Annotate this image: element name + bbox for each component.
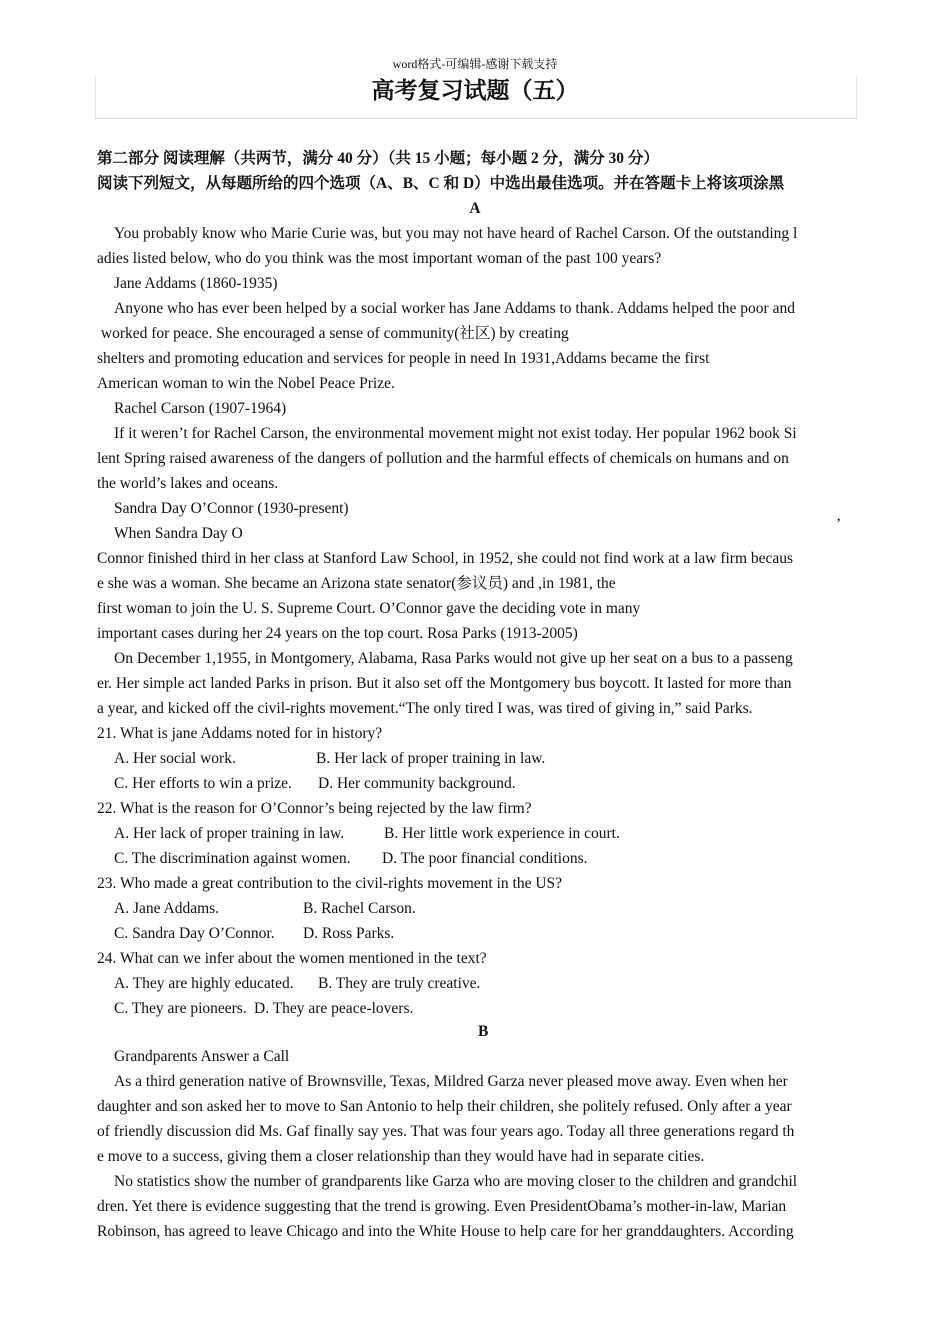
question-21-option-d: D. Her community background.: [318, 775, 516, 792]
passage-a-line: e she was a woman. She became an Arizona state senator(参议员) and ,in 1981, the: [97, 575, 616, 592]
passage-a-line: If it weren’t for Rachel Carson, the environmental movement might not exist today. Her popular 1962 book Si: [114, 425, 797, 442]
passage-a-line: a year, and kicked off the civil-rights movement.“The only tired I was, was tired of giving in,” said Parks.: [97, 700, 753, 717]
passage-b-title: Grandparents Answer a Call: [114, 1048, 290, 1065]
question-23-stem: 23. Who made a great contribution to the civil-rights movement in the US?: [97, 875, 563, 892]
instruction-line: 阅读下列短文，从每题所给的四个选项（A、B、C 和 D）中选出最佳选项。并在答题卡上将该项涂黑: [97, 175, 785, 192]
passage-a-line: Connor finished third in her class at Stanford Law School, in 1952, she could not find work at a law firm becaus: [97, 550, 794, 567]
stray-apostrophe: ’: [836, 516, 842, 533]
question-24-stem: 24. What can we infer about the women mentioned in the text?: [97, 950, 487, 967]
passage-b-line: of friendly discussion did Ms. Gaf finally say yes. That was four years ago. Today all three generations regard th: [97, 1123, 795, 1140]
passage-b-label: B: [478, 1023, 489, 1040]
question-22-option-a: A. Her lack of proper training in law.: [114, 825, 345, 842]
passage-b-line: As a third generation native of Brownsville, Texas, Mildred Garza never pleased move away. Even when her: [114, 1073, 788, 1090]
passage-a-line: worked for peace. She encouraged a sense of community(社区) by creating: [97, 325, 569, 342]
question-21-stem: 21. What is jane Addams noted for in history?: [97, 725, 383, 742]
question-21-option-c: C. Her efforts to win a prize.: [114, 775, 292, 792]
page-header-watermark: word格式-可编辑-感谢下载支持: [392, 57, 558, 71]
question-21-option-b: B. Her lack of proper training in law.: [316, 750, 546, 767]
passage-a-line: first woman to join the U. S. Supreme Court. O’Connor gave the deciding vote in many: [97, 600, 641, 617]
question-23-option-a: A. Jane Addams.: [114, 900, 220, 917]
question-22-option-d: D. The poor financial conditions.: [382, 850, 588, 867]
question-22-option-c: C. The discrimination against women.: [114, 850, 351, 867]
question-22-stem: 22. What is the reason for O’Connor’s being rejected by the law firm?: [97, 800, 532, 817]
passage-a-line: er. Her simple act landed Parks in prison. But it also set off the Montgomery bus boycott. It lasted for more than: [97, 675, 792, 692]
passage-b-line: dren. Yet there is evidence suggesting that the trend is growing. Even PresidentObama’s mother-in-law, Marian: [97, 1198, 787, 1215]
passage-a-label: A: [469, 200, 481, 217]
passage-a-line: lent Spring raised awareness of the dangers of pollution and the harmful effects of chemicals on humans and on: [97, 450, 789, 467]
passage-a-line: the world’s lakes and oceans.: [97, 475, 279, 492]
passage-a-line: Anyone who has ever been helped by a social worker has Jane Addams to thank. Addams helped the poor and: [114, 300, 795, 317]
question-24-option-a: A. They are highly educated.: [114, 975, 294, 992]
passage-a-line: You probably know who Marie Curie was, but you may not have heard of Rachel Carson. Of the outstanding l: [114, 225, 798, 242]
passage-a-line: adies listed below, who do you think was the most important woman of the past 100 years?: [97, 250, 662, 267]
passage-a-line: When Sandra Day O: [114, 525, 243, 542]
page-title: 高考复习试题（五）: [371, 78, 579, 103]
passage-b-line: No statistics show the number of grandparents like Garza who are moving closer to the children and grandchil: [114, 1173, 798, 1190]
question-23-option-d: D. Ross Parks.: [303, 925, 395, 942]
question-23-option-b: B. Rachel Carson.: [303, 900, 416, 917]
question-22-option-b: B. Her little work experience in court.: [384, 825, 620, 842]
passage-a-line: important cases during her 24 years on the top court. Rosa Parks (1913-2005): [97, 625, 578, 642]
passage-a-subheading: Rachel Carson (1907-1964): [114, 400, 287, 417]
question-24-option-d: D. They are peace-lovers.: [254, 1000, 414, 1017]
passage-a-subheading: Sandra Day O’Connor (1930-present): [114, 500, 349, 517]
question-23-option-c: C. Sandra Day O’Connor.: [114, 925, 275, 942]
question-24-option-b: B. They are truly creative.: [318, 975, 481, 992]
passage-a-line: shelters and promoting education and services for people in need In 1931,Addams became the first: [97, 350, 710, 367]
passage-a-line: On December 1,1955, in Montgomery, Alabama, Rasa Parks would not give up her seat on a bus to a passeng: [114, 650, 793, 667]
passage-b-line: Robinson, has agreed to leave Chicago and into the White House to help care for her granddaughters. According: [97, 1223, 794, 1240]
passage-b-line: daughter and son asked her to move to San Antonio to help their children, she politely refused. Only after a year: [97, 1098, 792, 1115]
section-heading: 第二部分 阅读理解（共两节，满分 40 分）（共 15 小题；每小题 2 分，满分 30 分）: [97, 150, 659, 167]
passage-b-line: e move to a success, giving them a closer relationship than they would have had in separate cities.: [97, 1148, 705, 1165]
passage-a-line: American woman to win the Nobel Peace Prize.: [97, 375, 395, 392]
passage-a-subheading: Jane Addams (1860-1935): [114, 275, 278, 292]
question-24-option-c: C. They are pioneers.: [114, 1000, 247, 1017]
question-21-option-a: A. Her social work.: [114, 750, 236, 767]
